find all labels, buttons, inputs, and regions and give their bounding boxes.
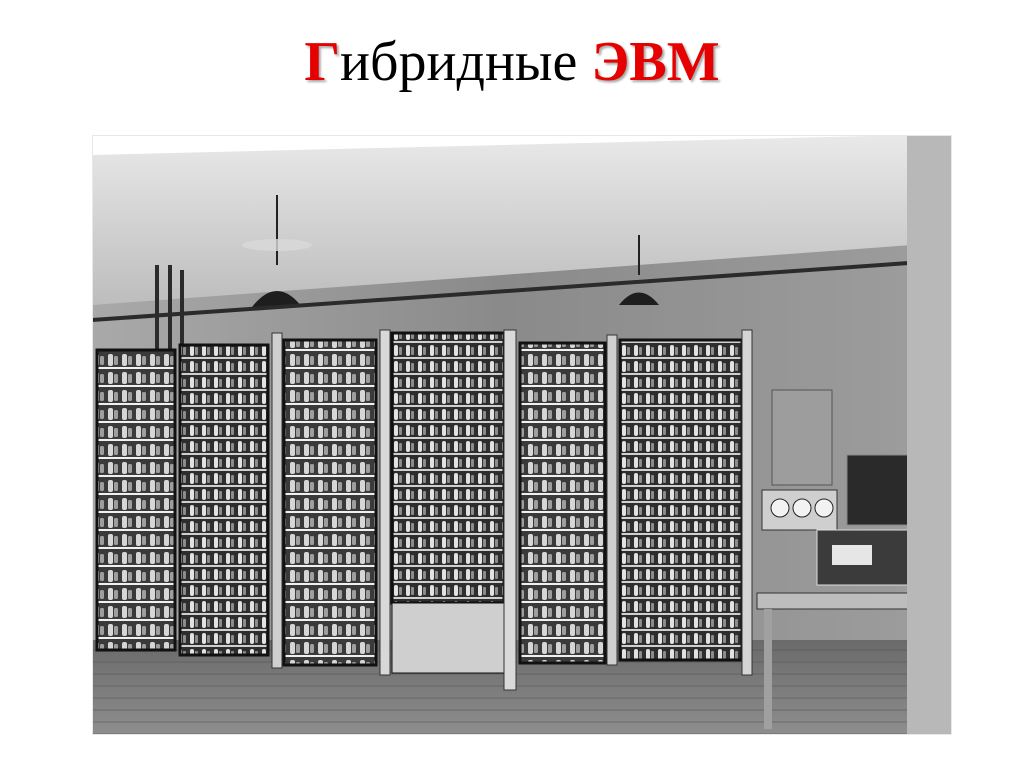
title-first-letter: Г	[304, 31, 341, 93]
rack	[97, 350, 175, 650]
wall-chart	[772, 390, 832, 485]
room-column	[907, 135, 952, 735]
title-text: ибридные	[340, 31, 592, 93]
rack	[392, 333, 504, 603]
rack	[620, 340, 742, 660]
computer-room-photo	[92, 135, 952, 735]
rack	[520, 343, 605, 663]
title-abbreviation: ЭВМ	[591, 31, 720, 93]
computer-racks	[97, 330, 752, 690]
rack	[180, 345, 268, 655]
rack	[284, 340, 376, 665]
slide-title	[0, 22, 1024, 102]
wall-cabinet	[847, 455, 917, 525]
